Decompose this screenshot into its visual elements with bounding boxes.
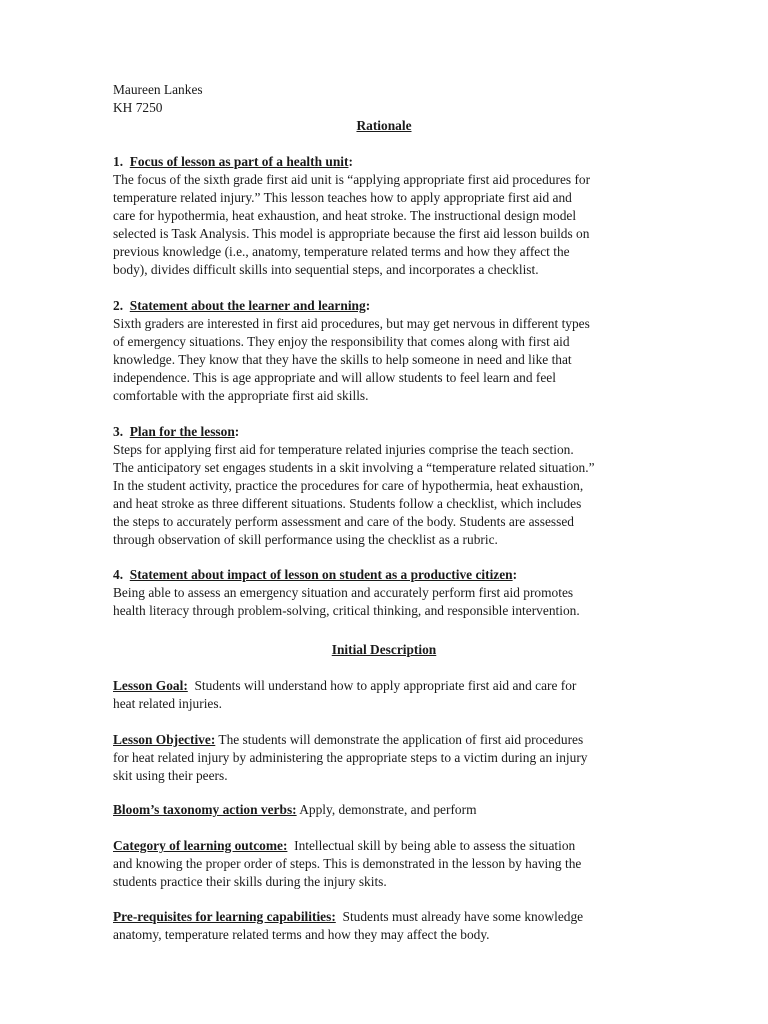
item-first-line: [113, 908, 658, 926]
paragraph-line: care for hypothermia, heat exhaustion, and heat stroke. The instructional design model: [113, 208, 577, 223]
paragraph-line: through observation of skill performance using the checklist as a rubric.: [113, 532, 498, 547]
heading-colon: :: [348, 154, 353, 169]
section-heading: [113, 297, 658, 315]
item-first-line: [113, 731, 658, 749]
lesson-objective: [113, 731, 658, 785]
paragraph-line: selected is Task Analysis. This model is appropriate because the first aid lesson builds on: [113, 226, 590, 241]
section-heading: [113, 423, 658, 441]
item-first-line: [113, 677, 658, 695]
item-label: Lesson Objective:: [113, 732, 216, 747]
heading-colon: :: [234, 424, 240, 439]
paragraph-line: anatomy, temperature related terms and how they may affect the body.: [113, 927, 490, 942]
course-code: KH 7250: [113, 100, 163, 115]
section-number: 2.: [113, 298, 124, 313]
item-label: Category of learning outcome:: [113, 838, 288, 853]
section-plan-for-lesson: [113, 423, 658, 549]
learning-outcome-category: [113, 837, 658, 891]
paragraph-line: temperature related injury.” This lesson teaches how to apply appropriate first aid and: [113, 190, 572, 205]
item-first-line: [113, 837, 658, 855]
section-heading-text: Statement about impact of lesson on student as a productive citizen: [129, 567, 513, 582]
section-heading-text: Focus of lesson as part of a health unit: [129, 154, 349, 169]
section-heading-text: Statement about the learner and learning: [129, 298, 366, 313]
item-text: Students will understand how to apply appropriate first aid and care for: [194, 678, 577, 693]
paragraph-line: heat related injuries.: [113, 696, 222, 711]
paragraph-line: and heat stroke as three different situations. Students follow a checklist, which includes: [113, 496, 582, 511]
lesson-goal: [113, 677, 658, 713]
label-gap: [336, 909, 343, 924]
section-heading: [113, 153, 658, 171]
paragraph-line: students practice their skills during the injury skits.: [113, 874, 387, 889]
section-focus-of-lesson: [113, 153, 658, 279]
section-number: 4.: [113, 567, 124, 582]
item-text: The students will demonstrate the application of first aid procedures: [218, 732, 584, 747]
section-number: 1.: [113, 154, 124, 169]
item-label: Bloom’s taxonomy action verbs:: [113, 802, 297, 817]
paragraph-line: comfortable with the appropriate first aid skills.: [113, 388, 369, 403]
paragraph-line: Sixth graders are interested in first aid procedures, but may get nervous in different types: [113, 316, 590, 331]
item-text: Intellectual skill by being able to assess the situation: [294, 838, 576, 853]
section-heading: [113, 566, 658, 584]
item-first-line: [113, 801, 658, 819]
paragraph-line: body), divides difficult skills into sequential steps, and incorporates a checklist.: [113, 262, 539, 277]
heading-colon: :: [512, 567, 518, 582]
paragraph-line: and knowing the proper order of steps. This is demonstrated in the lesson by having the: [113, 856, 582, 871]
paragraph-line: skit using their peers.: [113, 768, 228, 783]
paragraph-line: for heat related injury by administering the appropriate steps to a victim during an injury: [113, 750, 588, 765]
rationale-title: Rationale: [356, 118, 412, 133]
paragraph-line: Being able to assess an emergency situation and accurately perform first aid promotes: [113, 585, 574, 600]
item-label: Lesson Goal:: [113, 678, 188, 693]
paragraph-line: health literacy through problem-solving, critical thinking, and responsible intervention.: [113, 603, 580, 618]
item-text: Students must already have some knowledge: [342, 909, 584, 924]
section-learner-and-learning: [113, 297, 658, 405]
section-heading-text: Plan for the lesson: [129, 424, 235, 439]
paragraph-line: independence. This is age appropriate and will allow students to feel learn and feel: [113, 370, 556, 385]
paragraph-line: the steps to accurately perform assessment and care of the body. Students are assessed: [113, 514, 574, 529]
paragraph-line: The focus of the sixth grade first aid unit is “applying appropriate first aid procedures for: [113, 172, 591, 187]
paragraph-line: of emergency situations. They enjoy the responsibility that comes along with first aid: [113, 334, 570, 349]
section-productive-citizen: [113, 566, 658, 620]
paragraph-line: In the student activity, practice the procedures for care of hypothermia, heat exhaustion,: [113, 478, 584, 493]
initial-description-title: Initial Description: [331, 642, 437, 657]
author-name: Maureen Lankes: [113, 82, 203, 97]
paragraph-line: previous knowledge (i.e., anatomy, temperature related terms and how they affect the: [113, 244, 570, 259]
item-label: Pre-requisites for learning capabilities:: [113, 909, 336, 924]
paragraph-line: Steps for applying first aid for temperature related injuries comprise the teach section.: [113, 442, 574, 457]
paragraph-line: knowledge. They know that they have the skills to help someone in need and like that: [113, 352, 572, 367]
prerequisites: [113, 908, 658, 944]
paragraph-line: The anticipatory set engages students in a skit involving a “temperature related situation.”: [113, 460, 595, 475]
item-text: Apply, demonstrate, and perform: [299, 802, 477, 817]
section-number: 3.: [113, 424, 124, 439]
blooms-action-verbs: [113, 801, 658, 819]
heading-colon: :: [365, 298, 371, 313]
